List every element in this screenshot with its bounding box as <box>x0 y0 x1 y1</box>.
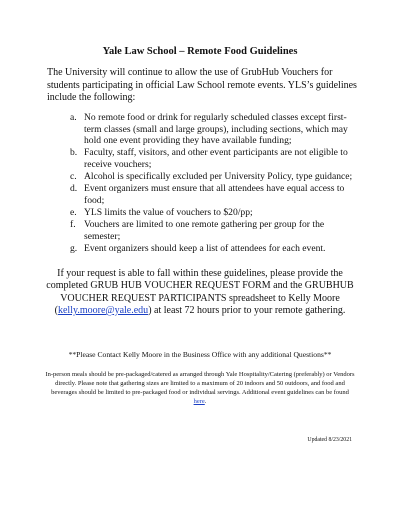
list-marker: d. <box>70 183 78 195</box>
list-item <box>70 171 360 183</box>
guidelines-list <box>70 112 360 255</box>
email-link[interactable]: kelly.moore@yale.edu <box>57 304 149 316</box>
in-person-text: In-person meals should be pre-packaged/catered as arranged through Yale Hospitality/Catering (preferably) or Vendors directly. Please note that gathering sizes are limited to a maximum of 20 indoors and 50 outdoors, and food and beverages should be limited to pre-packaged food or individual servings. Additional event guidelines can be found <box>45 371 355 396</box>
list-marker: g. <box>70 243 78 255</box>
list-item <box>70 243 360 255</box>
document-title: Yale Law School – Remote Food Guidelines <box>102 46 298 57</box>
guidelines-link[interactable]: here <box>193 398 205 405</box>
request-paragraph <box>40 268 360 317</box>
list-item-text: Faculty, staff, visitors, and other event participants are not eligible to receive vouchers; <box>84 147 348 170</box>
request-text: If your request is able to fall within these guidelines, please provide the completed GRUB HUB VOUCHER REQUEST FORM and the GRUBHUB VOUCHER REQUEST PARTICIPANTS spreadsheet to Kelly Moore ( <box>46 268 354 316</box>
list-item <box>70 207 360 219</box>
list-item <box>70 147 360 170</box>
list-item <box>70 219 360 242</box>
list-item-text: Event organizers should keep a list of attendees for each event. <box>84 243 326 255</box>
contact-note: **Please Contact Kelly Moore in the Business Office with any additional Questions** <box>68 350 332 359</box>
list-item <box>70 112 360 147</box>
in-person-end: . <box>204 398 207 405</box>
updated-date: Updated 8/23/2021 <box>307 437 352 443</box>
list-item-text: Vouchers are limited to one remote gathering per group for the semester; <box>84 219 325 242</box>
list-marker: c. <box>70 171 77 183</box>
list-marker: f. <box>70 219 76 231</box>
list-marker: b. <box>70 147 78 159</box>
list-marker: a. <box>70 112 77 123</box>
list-item-text: YLS limits the value of vouchers to $20/pp; <box>84 207 253 219</box>
list-item-text: Event organizers must ensure that all attendees have equal access to food; <box>84 183 345 206</box>
intro-paragraph: The University will continue to allow the use of GrubHub Vouchers for students participating in official Law School remote events. YLS’s guidelines include the following: <box>47 67 357 103</box>
list-item-text: No remote food or drink for regularly scheduled classes except first-term classes (small and large groups), including sections, which may hold one event providing they have available funding; <box>84 112 348 147</box>
list-item-text: Alcohol is specifically excluded per University Policy, type guidance; <box>84 171 353 183</box>
list-marker: e. <box>70 207 77 219</box>
request-text-end: ) at least 72 hours prior to your remote gathering. <box>148 304 346 316</box>
list-item <box>70 183 360 206</box>
in-person-note <box>44 370 356 406</box>
